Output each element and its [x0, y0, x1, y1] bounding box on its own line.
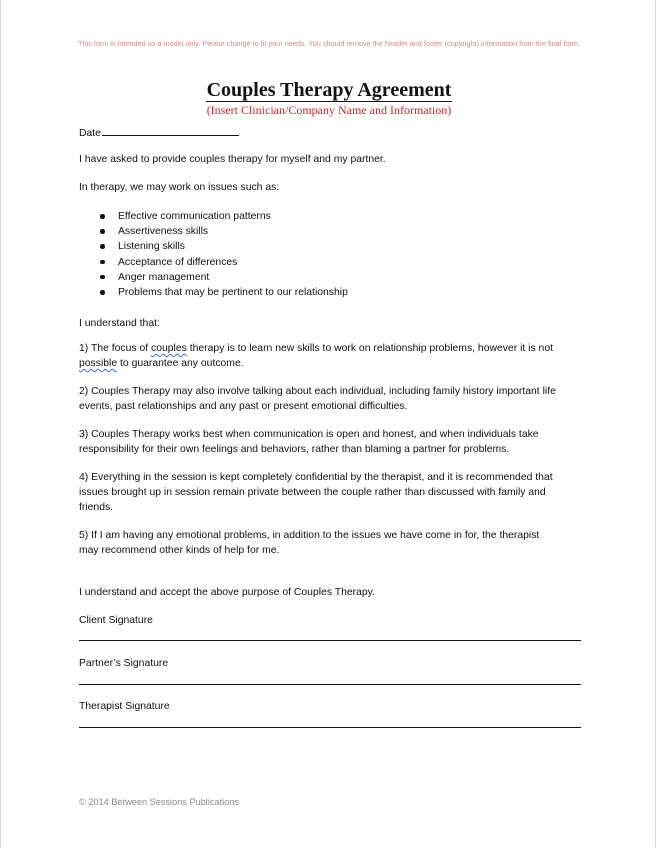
bullet-icon — [100, 229, 105, 234]
spellcheck-word: couples — [151, 343, 187, 354]
bullet-icon — [100, 260, 105, 265]
document-subtitle: (Insert Clinician/Company Name and Information) — [206, 103, 452, 117]
header-disclaimer: This form is intended as a model only. Please change to fit your needs. You should remove the header and footer (copyright) information from the final form. — [77, 39, 580, 48]
date-label: Date — [79, 128, 101, 139]
date-row — [79, 124, 239, 141]
point-4: 4) Everything in the session is kept completely confidential by the therapist, and it is recommended that issues brought up in session remain private between the couple rather than discussed with family and friends. — [79, 472, 553, 513]
client-signature-line[interactable] — [79, 640, 581, 641]
intro-text: I have asked to provide couples therapy for myself and my partner. — [79, 154, 386, 165]
footer-copyright: © 2014 Between Sessions Publications — [79, 797, 239, 807]
partner-signature-line[interactable] — [79, 684, 581, 685]
list-item: Acceptance of differences — [97, 255, 348, 270]
spellcheck-word: possible — [79, 357, 118, 369]
bullet-icon — [100, 290, 105, 295]
point-3: 3) Couples Therapy works best when communication is open and honest, and when individuals take responsibility for their own feelings and behaviors, rather than blaming a partner for problems. — [79, 429, 539, 455]
point-2: 2) Couples Therapy may also involve talking about each individual, including family history important life events, past relationships and any past or present emotional difficulties. — [79, 386, 556, 412]
issues-intro: In therapy, we may work on issues such as: — [79, 182, 280, 193]
therapist-signature-line[interactable] — [79, 727, 581, 728]
bullet-icon — [100, 214, 105, 219]
understand-intro: I understand that: — [79, 318, 160, 329]
document-title — [1, 79, 656, 102]
acceptance-statement: I understand and accept the above purpose of Couples Therapy. — [79, 587, 375, 598]
date-field-line[interactable] — [102, 124, 239, 136]
point-5: 5) If I am having any emotional problems, in addition to the issues we have come in for, the therapist may recommend other kinds of help for me. — [79, 530, 540, 556]
point-1: 1) The focus of couples therapy is to learn new skills to work on relationship problems, however it is not possible to guarantee any outcome. — [79, 343, 553, 369]
list-item: Effective communication patterns — [97, 209, 348, 224]
list-item: Anger management — [97, 270, 348, 285]
list-item: Problems that may be pertinent to our relationship — [97, 285, 348, 300]
therapist-signature-label: Therapist Signature — [79, 701, 170, 712]
issues-list — [97, 209, 348, 300]
bullet-icon — [100, 275, 105, 280]
bullet-icon — [100, 244, 105, 249]
list-item: Assertiveness skills — [97, 224, 348, 239]
client-signature-label: Client Signature — [79, 615, 153, 626]
document-title-text: Couples Therapy Agreement — [206, 79, 452, 101]
list-item: Listening skills — [97, 239, 348, 254]
partner-signature-label: Partner’s Signature — [79, 658, 169, 669]
